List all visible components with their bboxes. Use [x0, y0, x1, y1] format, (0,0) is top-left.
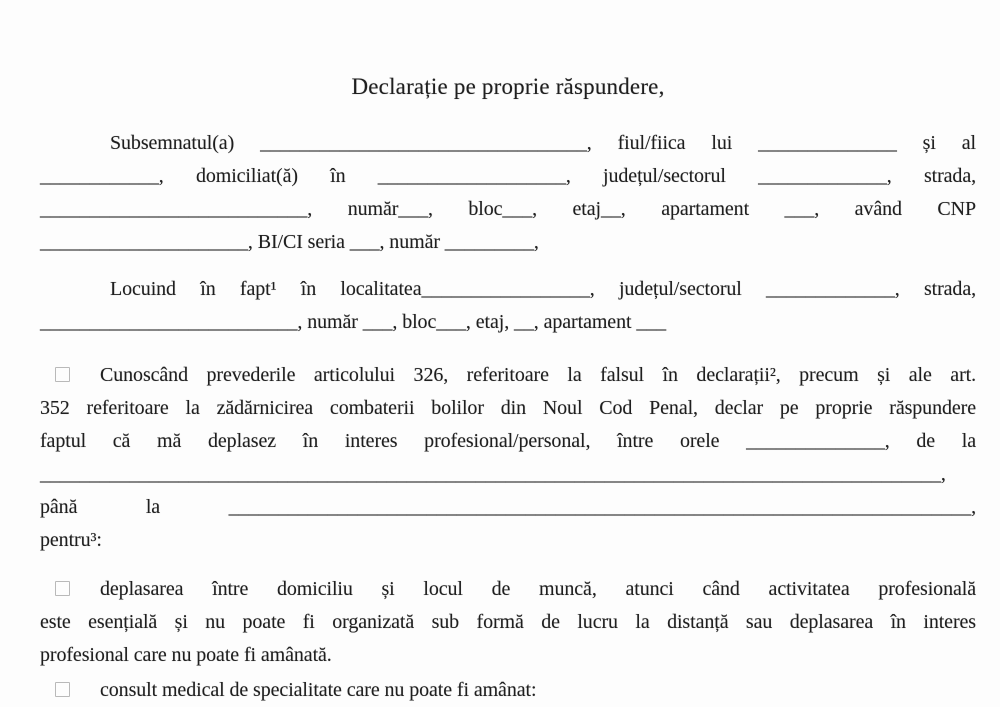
paragraph-identification: [40, 127, 976, 259]
text-line: [40, 359, 976, 392]
paragraph-option-work-travel: [40, 573, 976, 672]
text-line: până la ___________________________________________________________________________,: [40, 496, 976, 518]
text-line: pentru³:: [40, 529, 102, 551]
document-title: Declarație pe proprie răspundere,: [351, 74, 665, 99]
text-line: ___________________________________________________________________________________________,: [40, 463, 946, 485]
work-travel-checkbox[interactable]: [55, 581, 70, 596]
paragraph-option-medical: [40, 674, 976, 707]
paragraph-text: consult medical de specialitate care nu poate fi amânat:: [100, 679, 537, 701]
paragraph-text: Cunoscând prevederile articolului 326, referitoare la falsul în declarații², precum și ale art.: [100, 364, 976, 386]
text-line: [40, 573, 976, 606]
text-line: Locuind în fapt¹ în localitatea_________________, județul/sectorul _____________, strada,: [110, 278, 976, 300]
text-line: Subsemnatul(a) _________________________________, fiul/fiica lui ______________ și al: [110, 132, 976, 154]
paragraph-text: deplasarea între domiciliu și locul de muncă, atunci când activitatea profesională: [100, 578, 976, 600]
text-line: 352 referitoare la zădărnicirea combaterii bolilor din Noul Cod Penal, declar pe proprie răspundere: [40, 397, 976, 419]
text-line: faptul că mă deplasez în interes profesional/personal, între orele ______________, de la: [40, 430, 976, 452]
paragraph-residence: [40, 273, 976, 339]
declaration-checkbox[interactable]: [55, 367, 70, 382]
text-line: [40, 674, 976, 707]
text-line: _____________________, BI/CI seria ___, număr _________,: [40, 231, 539, 253]
medical-checkbox[interactable]: [55, 682, 70, 697]
text-line: __________________________, număr ___, bloc___, etaj, __, apartament ___: [40, 311, 667, 333]
text-line: ___________________________, număr___, bloc___, etaj__, apartament ___, având CNP: [40, 198, 976, 220]
text-line: este esențială și nu poate fi organizată sub formă de lucru la distanță sau deplasarea în interes: [40, 611, 976, 633]
paragraph-declaration: [40, 359, 976, 557]
text-line: profesional care nu poate fi amânată.: [40, 644, 332, 666]
text-line: ____________, domiciliat(ă) în ___________________, județul/sectorul _____________, strada,: [40, 165, 976, 187]
